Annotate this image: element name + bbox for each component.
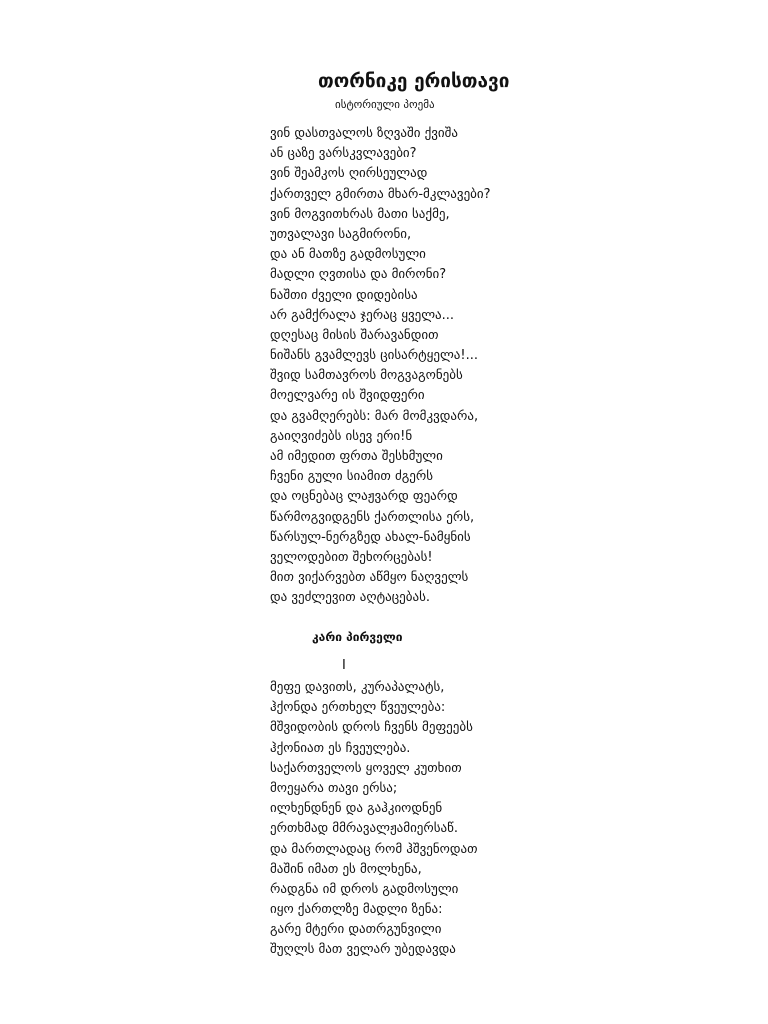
verse-line: და ვეძლევით აღტაცებას. — [270, 590, 431, 606]
verse-line: ჩვენი გული სიამით ძგერს — [270, 469, 434, 485]
verse-line: რადგნა იმ დროს გადმოსული — [270, 881, 459, 897]
verse-line: მოელვარე ის შვიდფერი — [270, 388, 425, 404]
verse-line: მოეყარა თავი ერსა; — [270, 780, 398, 796]
verse-line: ვინ მოგვითხრას მათი საქმე, — [270, 206, 450, 222]
verse-line: ან ცაზე ვარსკვლავები? — [270, 146, 417, 162]
verse-line: ნიშანს გვამლევს ცისარტყელა!... — [270, 348, 478, 364]
verse-line: იყო ქართლზე მადლი ზენა: — [270, 902, 443, 918]
verse-line: უთვალავი საგმირონი, — [270, 226, 412, 242]
verse-line: მშვიდობის დროს ჩვენს მეფეებს — [270, 720, 473, 736]
verse-line: მით ვიქარვებთ აწმყო ნაღველს — [270, 570, 469, 586]
verse-line: ველოდებით შეხორცებას! — [270, 549, 433, 565]
verse-line: ილხენდნენ და გაჰკიოდნენ — [270, 801, 443, 817]
verse-line: წარმოგვიდგენს ქართლისა ერს, — [270, 509, 475, 525]
verse-line: და მართლადაც რომ ჰშვენოდათ — [270, 841, 478, 857]
poem-title: თორნიკე ერისთავი — [318, 70, 510, 92]
section-number: I — [342, 658, 346, 673]
verse-line: დღესაც მისის შარავანდით — [270, 327, 439, 343]
verse-line: მაშინ იმათ ეს მოლხენა, — [270, 861, 422, 877]
verse-line: და ოცნებაც ლაჟვარდ ფეარდ — [270, 489, 458, 505]
verse-line: ქართველ გმირთა მხარ-მკლავები? — [270, 186, 491, 202]
verse-line: ვინ შეამკოს ღირსეულად — [270, 166, 428, 182]
verse-line: ამ იმედით ფრთა შესხმული — [270, 449, 443, 464]
verse-line: ჰქონიათ ეს ჩვეულება. — [270, 740, 411, 756]
verse-line: ერთხმად მმრავალჟამიერსაწ. — [270, 821, 458, 837]
verse-line: საქართველოს ყოველ კუთხით — [270, 760, 462, 776]
poem-subtitle: ისტორიული პოემა — [335, 98, 435, 111]
verse-line: ნაშთი ძველი დიდებისა — [270, 287, 418, 303]
verse-line: მეფე დავითს, კურაპალატს, — [270, 680, 445, 695]
verse-line: შვიდ სამთავროს მოგვაგონებს — [270, 368, 463, 384]
verse-line: გაიღვიძებს ისევ ერი!ნ — [270, 428, 413, 444]
chapter-title: კარი პირველი — [312, 630, 403, 644]
verse-line: და ან მათზე გადმოსული — [270, 247, 426, 263]
verse-line: მადლი ღვთისა და მირონი? — [270, 267, 447, 283]
verse-line: გარე მტერი დათრგუნვილი — [270, 922, 442, 938]
chapter-stanza — [270, 678, 478, 961]
verse-line: და გვამღერებს: მარ მომკვდარა, — [270, 408, 479, 424]
verse-line: შუღლს მათ ველარ უბედავდა — [270, 942, 456, 958]
verse-line: წარსულ-ნერგზედ ახალ-ნამყნის — [270, 529, 471, 545]
verse-line: ვინ დასთვალოს ზღვაში ქვიშა — [270, 126, 458, 141]
verse-line: არ გამქრალა ჯერაც ყველა... — [270, 307, 455, 323]
verse-line: ჰქონდა ერთხელ წვეულება: — [270, 700, 446, 716]
prologue-stanza — [270, 124, 491, 609]
